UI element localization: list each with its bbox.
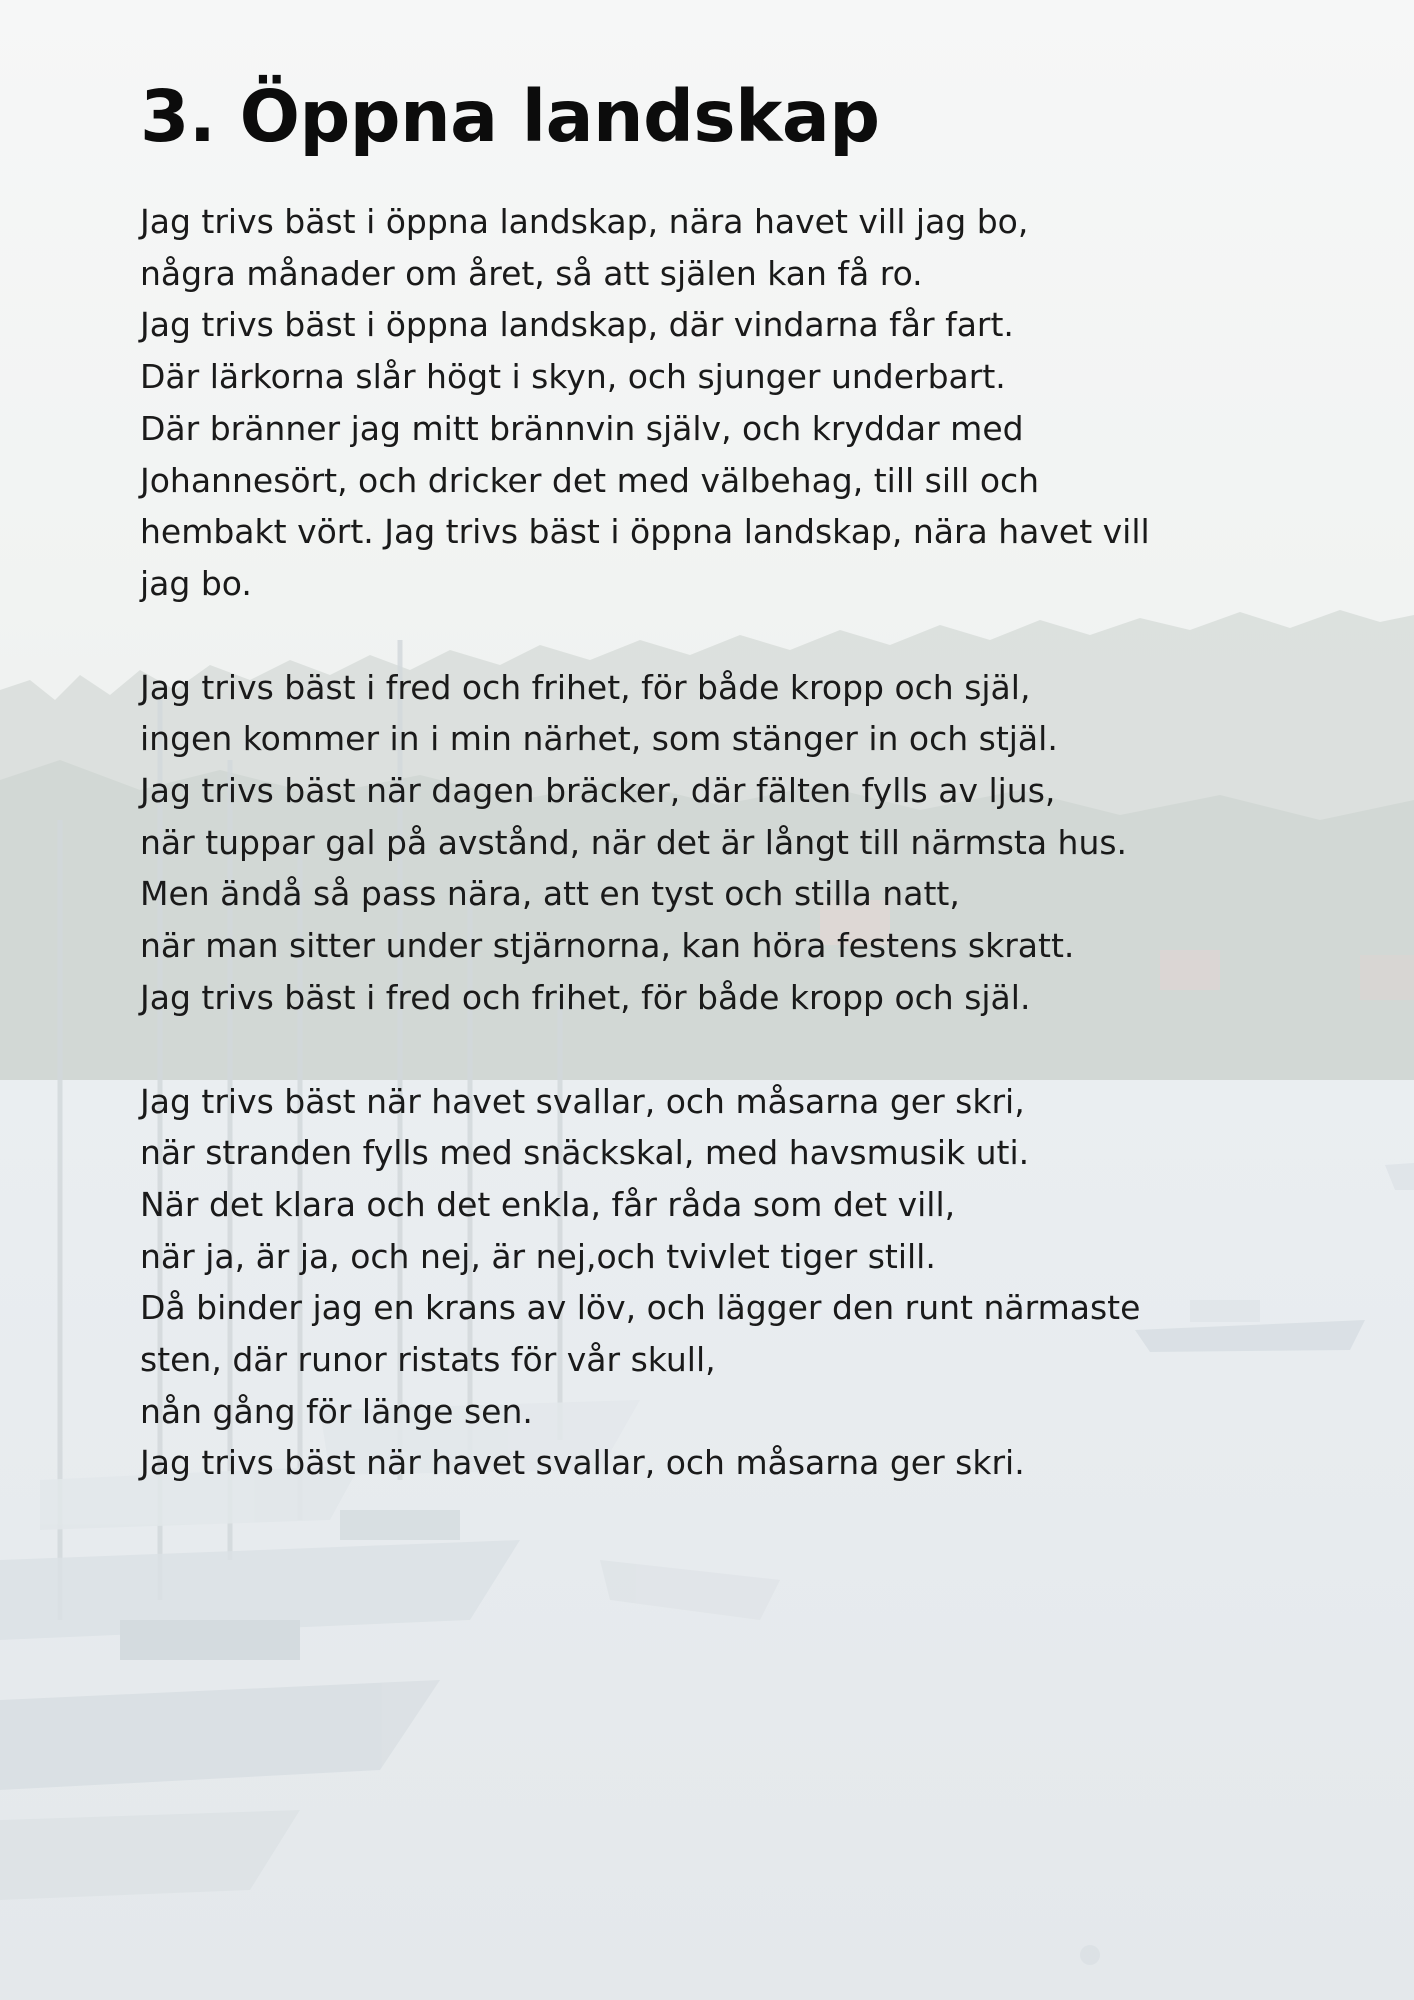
poem-line: hembakt vört. Jag trivs bäst i öppna landskap, nära havet vill	[140, 512, 1150, 552]
poem-title: 3. Öppna landskap	[140, 75, 880, 158]
poem-line: Då binder jag en krans av löv, och lägger den runt närmaste	[140, 1288, 1141, 1328]
poem-page	[140, 72, 1320, 1541]
poem-line: när man sitter under stjärnorna, kan höra festens skratt.	[140, 926, 1075, 966]
poem-line: Jag trivs bäst i fred och frihet, för både kropp och själ,	[140, 667, 1031, 707]
poem-line: sten, där runor ristats för vår skull,	[140, 1340, 716, 1380]
poem-line: Jag trivs bäst när dagen bräcker, där fälten fylls av ljus,	[140, 771, 1056, 811]
poem-line: Johannesört, och dricker det med välbehag, till sill och	[140, 460, 1040, 500]
poem-line: jag bo.	[140, 563, 252, 603]
poem-line: Jag trivs bäst när havet svallar, och måsarna ger skri.	[140, 1443, 1025, 1483]
poem-line: Jag trivs bäst i fred och frihet, för både kropp och själ.	[140, 977, 1031, 1017]
poem-line: några månader om året, så att själen kan få ro.	[140, 253, 923, 293]
poem-line: Där lärkorna slår högt i skyn, och sjunger underbart.	[140, 357, 1006, 397]
poem-line: När det klara och det enkla, får råda som det vill,	[140, 1184, 956, 1224]
poem-line: när stranden fylls med snäckskal, med havsmusik uti.	[140, 1133, 1030, 1173]
stanza-1	[140, 196, 1320, 610]
poem-line: Där bränner jag mitt brännvin själv, och kryddar med	[140, 408, 1024, 448]
poem-line: Jag trivs bäst när havet svallar, och måsarna ger skri,	[140, 1081, 1025, 1121]
stanza-3	[140, 1076, 1320, 1490]
poem-line: ingen kommer in i min närhet, som stänger in och stjäl.	[140, 719, 1058, 759]
stanza-2	[140, 662, 1320, 1024]
poem-line: när tuppar gal på avstånd, när det är långt till närmsta hus.	[140, 822, 1128, 862]
poem-line: nån gång för länge sen.	[140, 1391, 533, 1431]
poem-line: Jag trivs bäst i öppna landskap, där vindarna får fart.	[140, 305, 1014, 345]
poem-line: när ja, är ja, och nej, är nej,och tvivlet tiger still.	[140, 1236, 936, 1276]
poem-line: Jag trivs bäst i öppna landskap, nära havet vill jag bo,	[140, 202, 1029, 241]
poem-line: Men ändå så pass nära, att en tyst och stilla natt,	[140, 874, 960, 914]
